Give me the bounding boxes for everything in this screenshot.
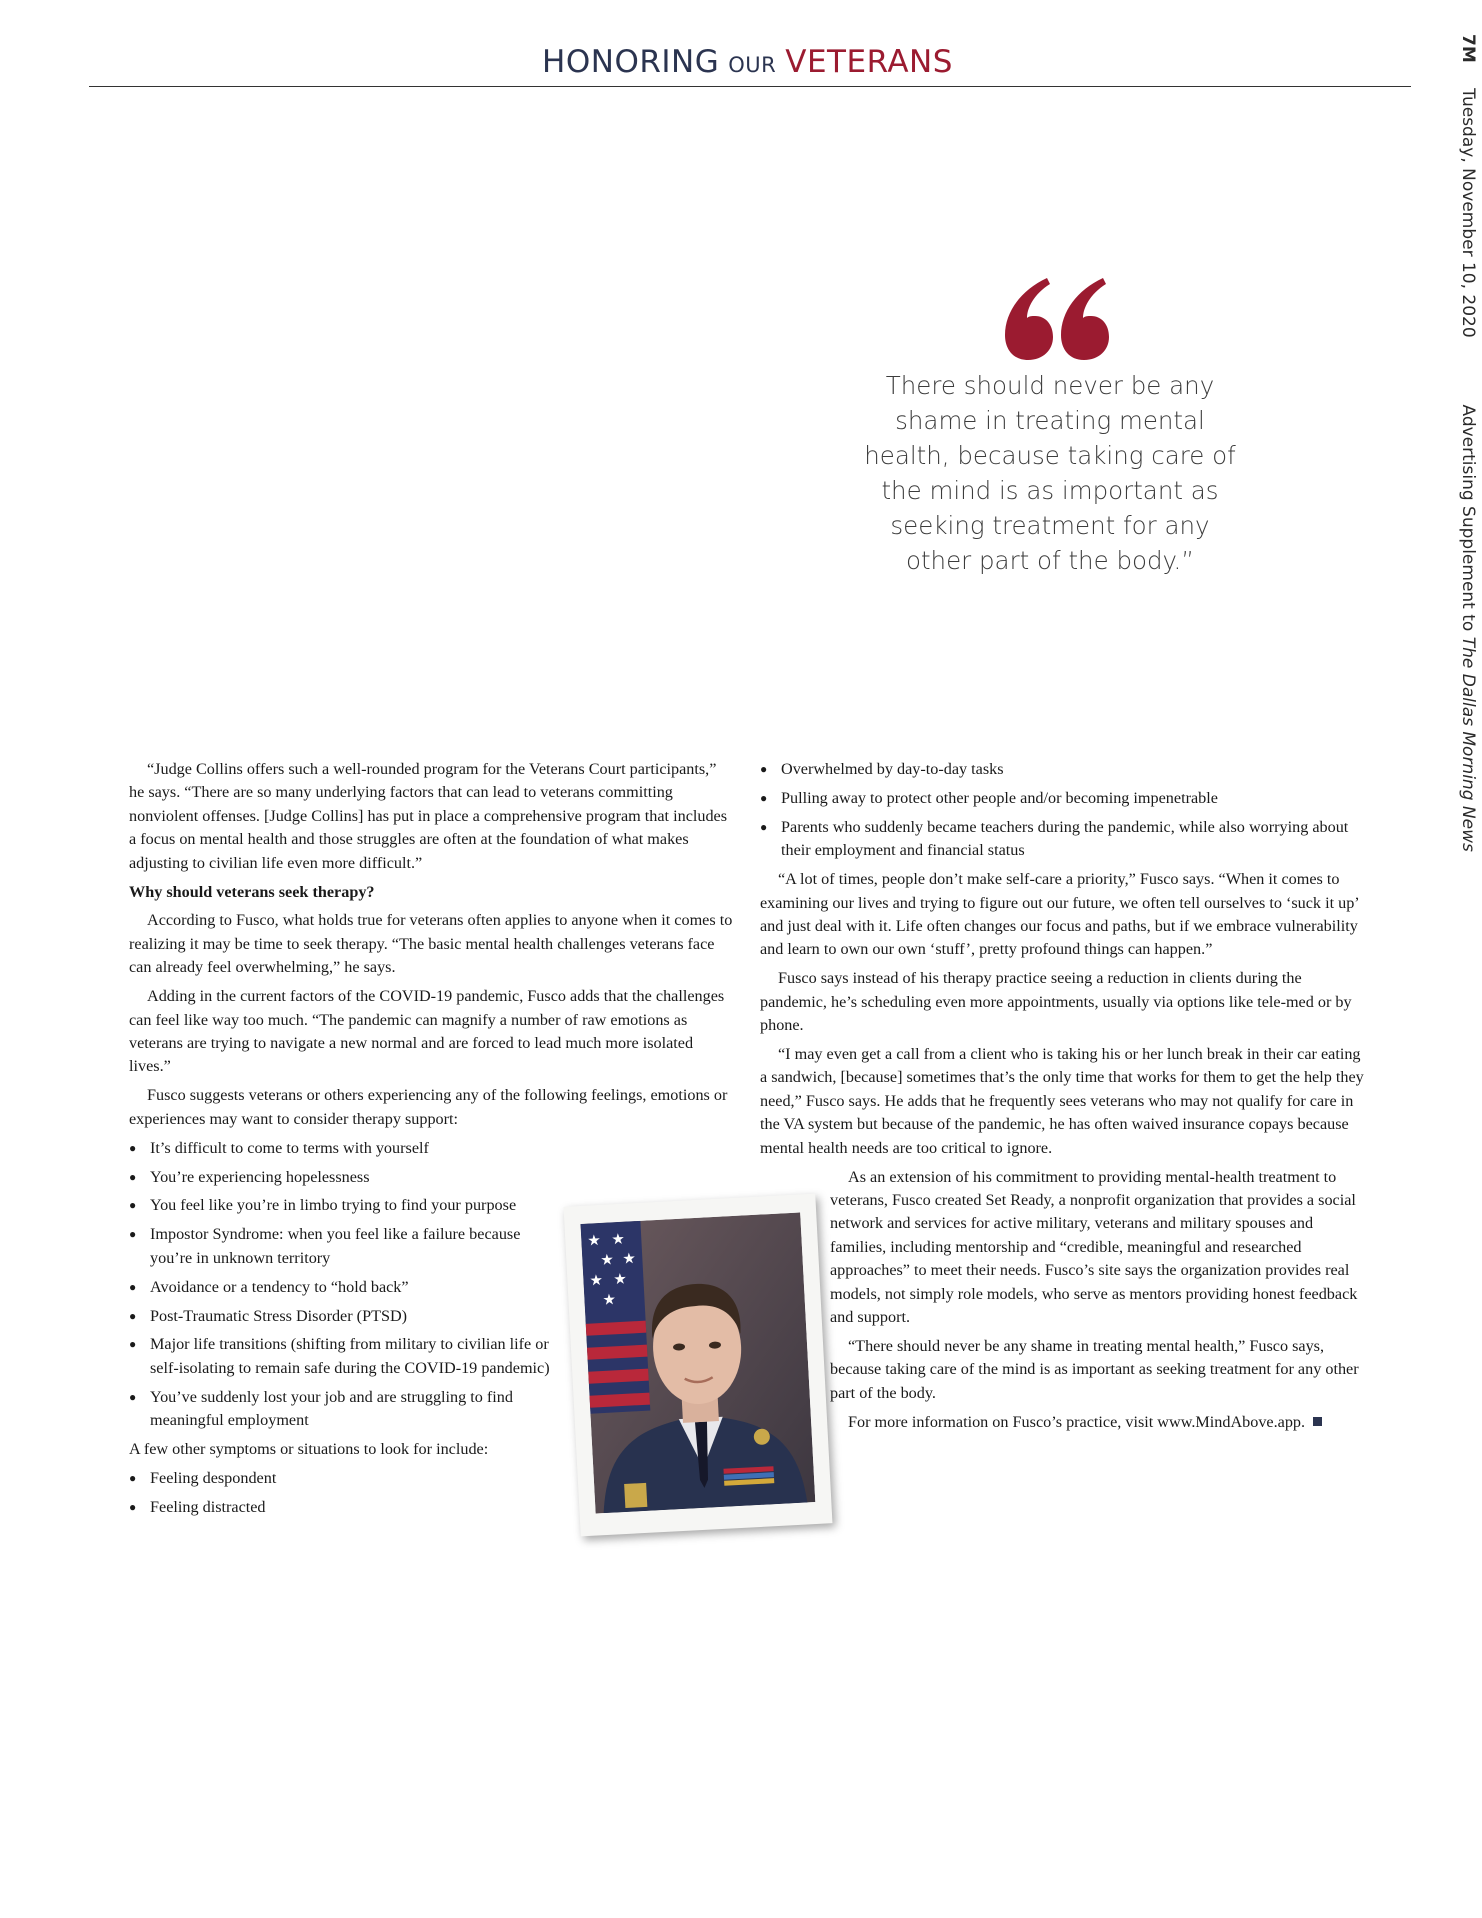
issue-date: Tuesday, November 10, 2020 xyxy=(1458,88,1478,338)
closing-paragraph xyxy=(830,1411,1370,1434)
header-rule xyxy=(89,86,1411,87)
svg-text:★: ★ xyxy=(610,1229,626,1249)
quote-mark-icon xyxy=(1003,276,1109,362)
list-item: ● You feel like you’re in limbo trying to find your purpose xyxy=(129,1194,554,1217)
article-right-column xyxy=(760,758,1370,1439)
side-folio xyxy=(1448,34,1478,852)
list-item: ● Overwhelmed by day-to-day tasks xyxy=(760,758,1370,781)
paragraph: Adding in the current factors of the COVID-19 pandemic, Fusco adds that the challenges can feel like way too much. “The pandemic can magnify a number of raw emotions as veterans are trying to navigate a new normal and are forced to lead much more isolated lives.” xyxy=(129,987,725,1076)
page-number: 7M xyxy=(1458,34,1478,63)
list-item: ● Post-Traumatic Stress Disorder (PTSD) xyxy=(129,1305,554,1328)
paragraph: According to Fusco, what holds true for veterans often applies to anyone when it comes to realizing it may be time to seek therapy. “The basic mental health challenges veterans face can already feel overwhelming,” he says. xyxy=(129,911,733,977)
list-item: ● You’re experiencing hopelessness xyxy=(129,1166,554,1189)
paragraph: “There should never be any shame in treating mental health,” Fusco says, because taking care of the mind is as important as seeking treatment for any other part of the body. xyxy=(830,1336,1359,1402)
svg-text:★: ★ xyxy=(601,1290,617,1309)
svg-text:★: ★ xyxy=(588,1270,604,1290)
list-item: ● It’s difficult to come to terms with yourself xyxy=(129,1137,554,1160)
paragraph: Fusco says instead of his therapy practice seeing a reduction in clients during the pandemic, he’s scheduling even more appointments, usually via options like tele-med or by phone. xyxy=(760,969,1352,1035)
paragraph: “Judge Collins offers such a well-rounded program for the Veterans Court participants,” he says. “There are so many underlying factors that can lead to veterans committing nonviolent offenses. [Judge Collins] has put in place a comprehensive program that includes a focus on mental health and those struggles are often at the foundation of what makes adjusting to civilian life even more difficult.” xyxy=(129,760,728,872)
page-header xyxy=(0,44,1482,80)
symptom-list-continued xyxy=(760,758,1370,863)
symptom-list xyxy=(129,1137,554,1433)
svg-text:★: ★ xyxy=(612,1269,628,1289)
photo-wrap-text xyxy=(830,1166,1370,1434)
svg-text:★: ★ xyxy=(599,1250,615,1269)
svg-text:★: ★ xyxy=(621,1249,637,1268)
paragraph: A few other symptoms or situations to look for include: xyxy=(129,1440,489,1459)
pull-quote-text: There should never be any shame in treating mental health, because taking care of the mind is as important as seeking treatment for any other part of the body.” xyxy=(864,371,1236,575)
header-title-honoring: HONORING xyxy=(542,44,720,80)
list-item: ● You’ve suddenly lost your job and are struggling to find meaningful employment xyxy=(129,1386,554,1433)
section-heading: Why should veterans seek therapy? xyxy=(129,882,375,901)
end-mark-icon xyxy=(1313,1417,1322,1426)
publication-name: The Dallas Morning News xyxy=(1458,636,1478,852)
list-item: ● Feeling distracted xyxy=(129,1496,734,1519)
list-item: ● Avoidance or a tendency to “hold back” xyxy=(129,1276,554,1299)
portrait-image xyxy=(580,1212,815,1513)
portrait-photo xyxy=(564,1194,833,1537)
paragraph: As an extension of his commitment to providing mental-health treatment to veterans, Fusco created Set Ready, a nonprofit organization that provides a social network and services for active military, veterans and military spouses and families, including mentorship and “credible, meaningful and researched approaches” to meet their needs. Fusco’s site says the organization provides real models, not simply role models, who serve as mentors providing honest feedback and support. xyxy=(830,1167,1358,1326)
closing-text: For more information on Fusco’s practice, visit www.MindAbove.app. xyxy=(848,1412,1306,1431)
list-item: ● Parents who suddenly became teachers during the pandemic, while also worrying about their employment and financial status xyxy=(760,816,1370,863)
side-folio-text xyxy=(1458,34,1478,852)
svg-text:★: ★ xyxy=(586,1230,602,1250)
paragraph: “A lot of times, people don’t make self-care a priority,” Fusco says. “When it comes to examining our lives and trying to figure out our future, we often tell ourselves to ‘suck it up’ and just deal with it. Life often changes our focus and paths, but if we embrace vulnerability and learn to own our own ‘stuff’, pretty profound things can happen.” xyxy=(760,870,1359,959)
list-item: ● Pulling away to protect other people and/or becoming impenetrable xyxy=(760,787,1370,810)
paragraph: “I may even get a call from a client who is taking his or her lunch break in their car eating a sandwich, [because] sometimes that’s the only time that works for them to get the help they need,” Fusco says. He adds that he frequently sees veterans who may not qualify for care in the VA system but because of the pandemic, he has often waived insurance copays because mental health needs are too critical to ignore. xyxy=(760,1044,1364,1157)
list-item: ● Major life transitions (shifting from military to civilian life or self-isolating to remain safe during the COVID-19 pandemic) xyxy=(129,1333,554,1380)
supplement-label: Advertising Supplement to xyxy=(1458,404,1478,632)
list-item: ● Feeling despondent xyxy=(129,1467,734,1490)
header-title-our: OUR xyxy=(728,53,777,77)
header-title-veterans: VETERANS xyxy=(785,44,953,80)
paragraph: Fusco suggests veterans or others experiencing any of the following feelings, emotions or experiences may want to consider therapy support: xyxy=(129,1086,728,1128)
list-item: ● Impostor Syndrome: when you feel like a failure because you’re in unknown territory xyxy=(129,1223,554,1270)
